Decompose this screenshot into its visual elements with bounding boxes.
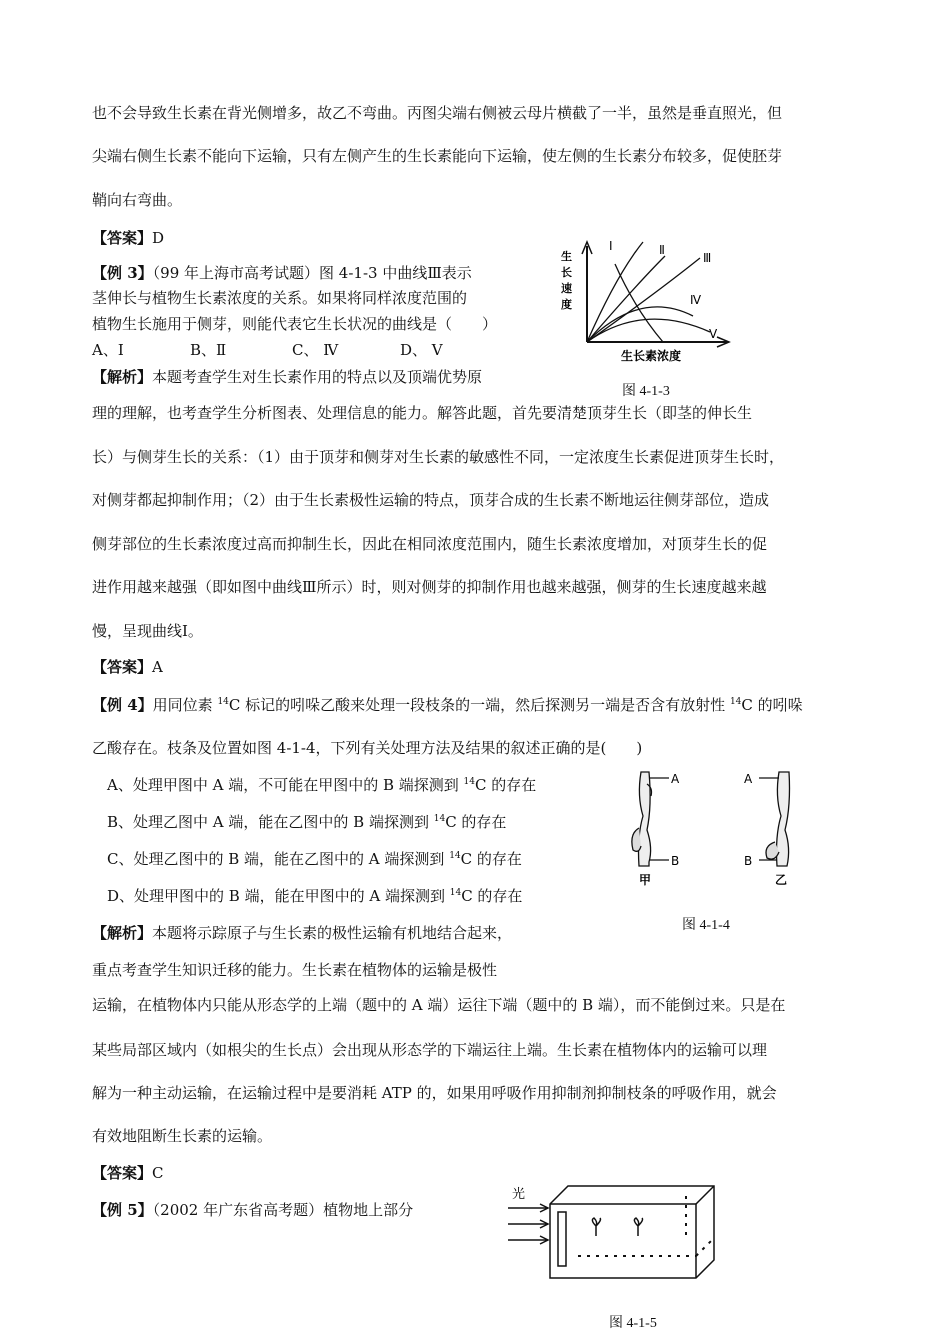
y-axis-label-char: 长	[561, 266, 572, 279]
label-a: A	[671, 772, 680, 786]
answer-line: 【答案】A	[92, 658, 163, 676]
curve-label-5: Ⅴ	[709, 327, 718, 341]
example3-analysis-line: 慢，呈现曲线Ⅰ。	[92, 622, 203, 640]
example4-option-b: B、处理乙图中 A 端，能在乙图中的 B 端探测到 $^{14}$C 的存在	[107, 813, 507, 831]
example3-analysis-line: 理的理解，也考查学生分析图表、处理信息的能力。解答此题，首先要清楚顶芽生长（即茎的伸长生	[92, 404, 753, 422]
curve-label-2: Ⅱ	[659, 243, 665, 257]
example3-option-c: C、 Ⅳ	[292, 341, 339, 359]
example3-question-line: 植物生长施用于侧芽，则能代表它生长状况的曲线是（ ）	[92, 315, 498, 333]
example5-question-line: 【例 5】（2002 年广东省高考题）植物地上部分	[92, 1201, 414, 1219]
y-axis-label-char: 速	[561, 282, 572, 295]
example3-question-line: 【例 3】（99 年上海市高考试题）图 4-1-3 中曲线Ⅲ表示	[92, 264, 472, 282]
curve-label-3: Ⅲ	[703, 251, 712, 265]
example3-option-d: D、 Ⅴ	[400, 341, 443, 359]
answer-line: 【答案】D	[92, 229, 165, 247]
figure-caption: 图 4-1-3	[622, 384, 670, 399]
example3-option-b: B、Ⅱ	[190, 341, 227, 359]
figure-4-1-5-light-box	[498, 1178, 720, 1288]
example4-option-a: A、处理甲图中 A 端，不可能在甲图中的 B 端探测到 $^{14}$C 的存在	[107, 776, 537, 794]
paragraph-line: 也不会导致生长素在背光侧增多，故乙不弯曲。丙图尖端右侧被云母片横截了一半，虽然是垂直照光，但	[92, 104, 783, 122]
example3-analysis-line: 【解析】本题考查学生对生长素作用的特点以及顶端优势原	[92, 368, 483, 386]
figure-label-jia: 甲	[639, 873, 652, 887]
curve-label-4: Ⅳ	[690, 293, 702, 307]
example4-analysis-line: 解为一种主动运输，在运输过程中是要消耗 ATP 的，如果用呼吸作用抑制剂抑制枝条的呼吸作用，就会	[92, 1084, 777, 1102]
figure-caption: 图 4-1-5	[609, 1316, 657, 1331]
example3-analysis-line: 长）与侧芽生长的关系：（1）由于顶芽和侧芽对生长素的敏感性不同，一定浓度生长素促进顶芽生长时，	[92, 448, 785, 466]
curve-label-1: Ⅰ	[609, 239, 613, 253]
figure-label-yi: 乙	[775, 873, 788, 887]
example3-question-line: 茎伸长与植物生长素浓度的关系。如果将同样浓度范围的	[92, 289, 468, 307]
example4-analysis-line: 有效地阻断生长素的运输。	[92, 1127, 273, 1145]
figure-4-1-4-branch-segments	[625, 766, 805, 892]
x-axis-label: 生长素浓度	[621, 349, 682, 363]
paragraph-line: 尖端右侧生长素不能向下运输，只有左侧产生的生长素能向下运输，使左侧的生长素分布较多，促使胚芽	[92, 147, 783, 165]
example3-analysis-line: 对侧芽都起抑制作用；（2）由于生长素极性运输的特点，顶芽合成的生长素不断地运往侧芽部位，造成	[92, 491, 770, 509]
example4-analysis-line: 运输，在植物体内只能从形态学的上端（题中的 A 端）运往下端（题中的 B 端），而不能倒过来。只是在	[92, 996, 786, 1014]
y-axis-label-char: 度	[561, 298, 572, 311]
example4-analysis-line: 【解析】本题将示踪原子与生长素的极性运输有机地结合起来，	[92, 924, 513, 942]
example4-question-line: 乙酸存在。枝条及位置如图 4-1-4，下列有关处理方法及结果的叙述正确的是( )	[92, 739, 643, 757]
label-a: A	[744, 772, 753, 786]
paragraph-line: 鞘向右弯曲。	[92, 191, 183, 209]
label-b: B	[671, 854, 680, 868]
example3-analysis-line: 进作用越来越强（即如图中曲线Ⅲ所示）时，则对侧芽的抑制作用也越来越强，侧芽的生长速度越来越	[92, 578, 767, 596]
label-b: B	[744, 854, 753, 868]
example4-analysis-line: 某些局部区域内（如根尖的生长点）会出现从形态学的下端运往上端。生长素在植物体内的运输可以理	[92, 1041, 768, 1059]
example4-question-line: 【例 4】用同位素 $^{14}$C 标记的吲哚乙酸来处理一段枝条的一端，然后探测另一端是否含有放射性 $^{14}$C 的吲哚	[92, 696, 803, 714]
figure-4-1-3-growth-curves	[555, 234, 740, 374]
example4-analysis-line: 重点考查学生知识迁移的能力。生长素在植物体的运输是极性	[92, 961, 498, 979]
figure-caption: 图 4-1-4	[682, 918, 730, 933]
answer-line: 【答案】C	[92, 1164, 164, 1182]
example4-option-c: C、处理乙图中的 B 端，能在乙图中的 A 端探测到 $^{14}$C 的存在	[107, 850, 522, 868]
example3-option-a: A、Ⅰ	[92, 341, 124, 359]
light-label: 光	[512, 1187, 526, 1202]
y-axis-label-char: 生	[561, 250, 572, 263]
example4-option-d: D、处理甲图中的 B 端，能在甲图中的 A 端探测到 $^{14}$C 的存在	[107, 887, 523, 905]
example3-analysis-line: 侧芽部位的生长素浓度过高而抑制生长，因此在相同浓度范围内，随生长素浓度增加，对顶芽生长的促	[92, 535, 768, 553]
